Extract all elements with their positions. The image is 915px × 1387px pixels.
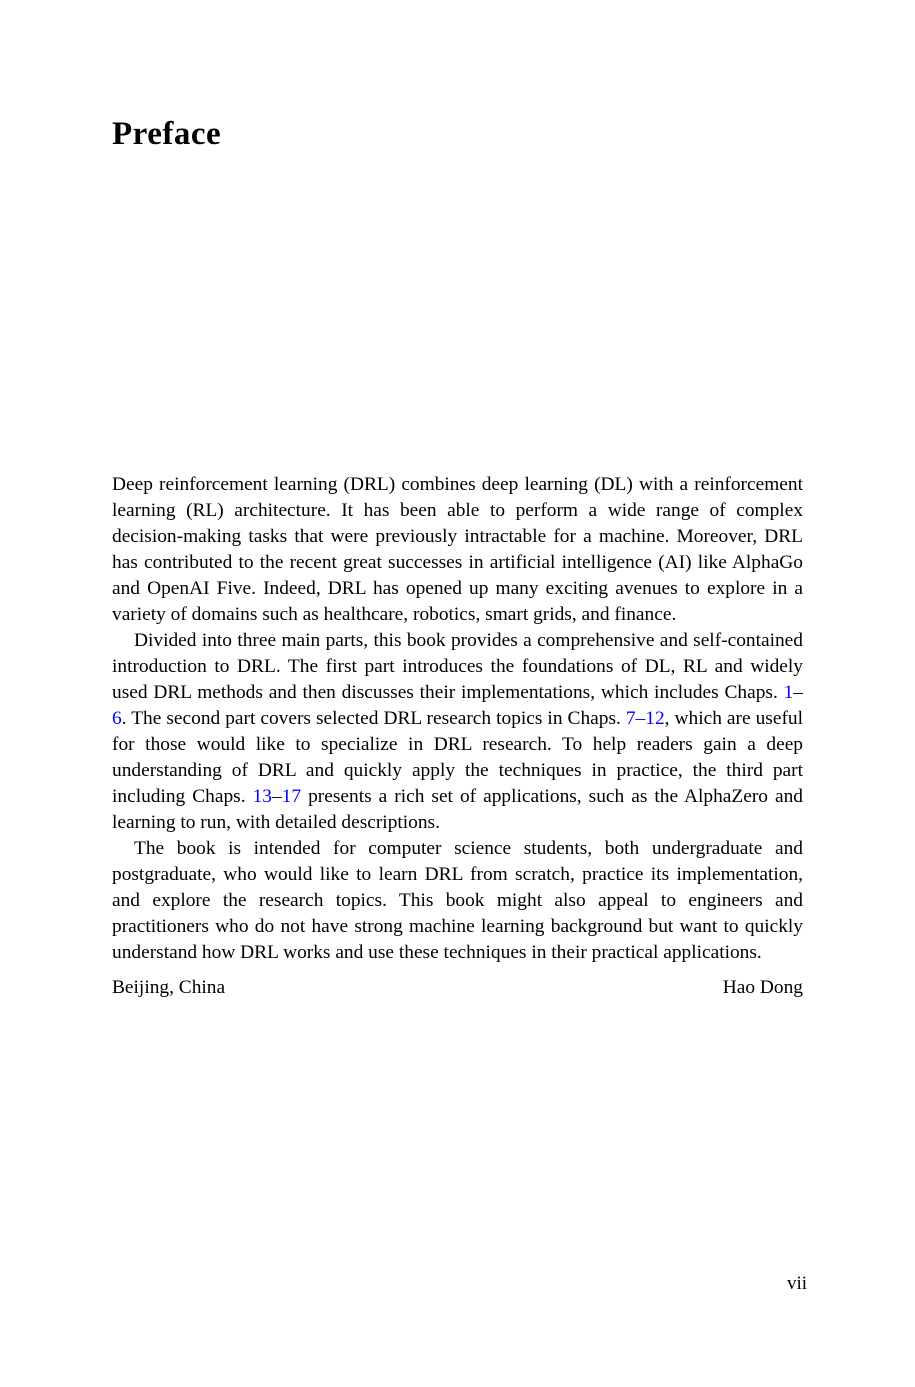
range-dash-13-17: – — [271, 786, 282, 807]
chap-link-12[interactable]: 12 — [645, 708, 665, 729]
paragraph-structure-text-4: presents a rich set of applications, such as the AlphaZero and learning to run, with detailed descriptions. — [112, 786, 803, 833]
signature-author: Hao Dong — [722, 977, 803, 998]
page-number: vii — [786, 1273, 807, 1294]
paragraph-structure-text-3: , which are useful for those would like to specialize in DRL research. To help readers gain a deep understanding of DRL and quickly apply the techniques in practice, the third part including Chaps. — [112, 708, 803, 807]
paragraph-structure-text-1: Divided into three main parts, this book provides a comprehensive and self-contained introduction to DRL. The first part introduces the foundations of DL, RL and widely used DRL methods and then discusses their implementations, which includes Chaps. — [112, 630, 803, 703]
chap-link-6[interactable]: 6 — [112, 708, 122, 729]
signature-line — [112, 975, 803, 1001]
paragraph-audience: The book is intended for computer science students, both undergraduate and postgraduate, who would like to learn DRL from scratch, practice its implementation, and explore the research topics. This book might also appeal to engineers and practitioners who do not have strong machine learning background but want to quickly understand how DRL works and use these techniques in their practical applications. — [112, 838, 803, 963]
preface-body — [112, 472, 803, 966]
chap-link-1[interactable]: 1 — [783, 682, 794, 703]
paragraph-structure-text-2: . The second part covers selected DRL research topics in Chaps. — [121, 708, 626, 729]
chap-link-17[interactable]: 17 — [281, 786, 302, 807]
chap-link-7[interactable]: 7 — [625, 708, 636, 729]
signature-place: Beijing, China — [112, 977, 226, 998]
page-title: Preface — [112, 116, 222, 152]
page-content — [112, 0, 803, 1001]
range-dash-7-12[interactable]: – — [635, 708, 646, 729]
paragraph-structure — [112, 628, 803, 836]
range-dash-1-6: – — [793, 682, 803, 703]
paragraph-intro: Deep reinforcement learning (DRL) combines deep learning (DL) with a reinforcement learning (RL) architecture. It has been able to perform a wide range of complex decision-making tasks that were previously intractable for a machine. Moreover, DRL has contributed to the recent great successes in artificial intelligence (AI) like AlphaGo and OpenAI Five. Indeed, DRL has opened up many exciting avenues to explore in a variety of domains such as healthcare, robotics, smart grids, and finance. — [112, 474, 803, 625]
chap-link-13[interactable]: 13 — [252, 786, 272, 807]
